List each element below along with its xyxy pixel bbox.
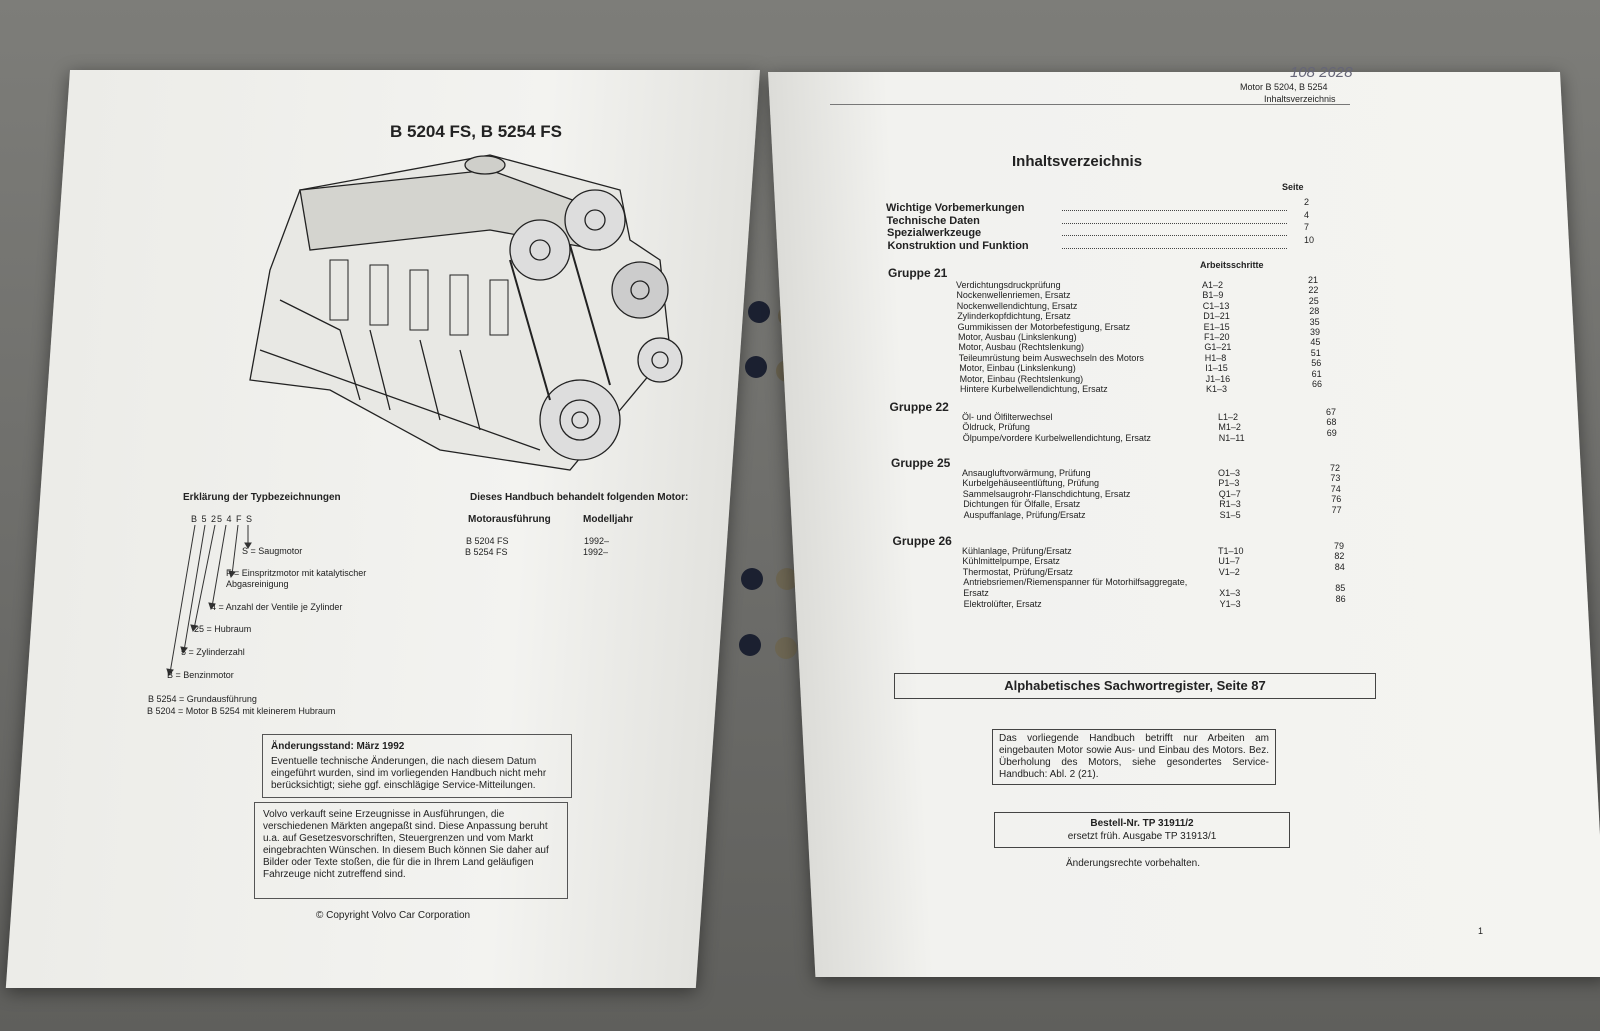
toc-item-step: C1–13 — [1202, 300, 1230, 311]
toc-item-label: Verdichtungsdruckprüfung — [956, 280, 1061, 290]
toc-entry-label: Spezialwerkzeuge — [887, 227, 982, 239]
toc-entry-page: 10 — [1304, 234, 1315, 245]
toc-item-label: Elektrolüfter, Ersatz — [963, 599, 1042, 610]
toc-item-step: H1–8 — [1204, 352, 1227, 363]
toc-leader — [1062, 235, 1287, 236]
toc-item-page: 69 — [1326, 427, 1337, 438]
toc-item-page: 45 — [1310, 337, 1321, 348]
group-heading: Gruppe 25 — [891, 456, 951, 470]
toc-item-step: S1–5 — [1219, 509, 1241, 520]
binder-hole — [775, 637, 797, 659]
motor-year: 1992– — [584, 536, 610, 546]
toc-leader — [1062, 210, 1287, 211]
toc-item-label: Nockenwellenriemen, Ersatz — [956, 290, 1071, 301]
toc-item-page: 22 — [1308, 285, 1319, 296]
toc-entry-page: 4 — [1304, 209, 1310, 220]
toc-item-step: Q1–7 — [1218, 488, 1241, 499]
toc-item-page: 67 — [1326, 407, 1337, 417]
toc-item-label: Zylinderkopfdichtung, Ersatz — [957, 311, 1071, 322]
toc-entry-label: Technische Daten — [886, 214, 980, 227]
toc-title: Inhaltsverzeichnis — [1012, 153, 1143, 170]
toc-item-step: E1–15 — [1203, 321, 1230, 332]
toc-item-page: 77 — [1331, 504, 1342, 515]
seite-label: Seite — [1282, 182, 1304, 192]
info-text: Das vorliegende Handbuch betrifft nur Arbeiten am eingebauten Motor sowie Aus- und Einbau des Motors. Bez. Überholung des Motors, siehe gesondertes Service-Handbuch: Abl. 2 (21). — [999, 733, 1269, 780]
binder-hole — [741, 568, 763, 590]
toc-item-page: 68 — [1326, 417, 1337, 428]
engine-illustration — [240, 150, 710, 480]
order-box — [994, 812, 1290, 848]
toc-item-label: Ansaugluftvorwärmung, Prüfung — [962, 468, 1091, 478]
header-line1: Motor B 5204, B 5254 — [1240, 82, 1328, 92]
toc-item-page: 51 — [1310, 347, 1321, 358]
toc-entry-page: 2 — [1304, 197, 1310, 207]
header-line2: Inhaltsverzeichnis — [1264, 94, 1336, 104]
toc-item-step: J1–16 — [1205, 373, 1231, 384]
toc-item-label: Antriebsriemen/Riemenspanner für Motorhilfsaggregate, Ersatz — [963, 577, 1188, 599]
page-number: 1 — [1478, 926, 1484, 936]
toc-item-label: Gummikissen der Motorbefestigung, Ersatz — [957, 321, 1131, 332]
toc-item-step: N1–11 — [1218, 432, 1245, 443]
toc-item-page: 85 — [1335, 583, 1346, 594]
toc-item-page: 74 — [1330, 483, 1341, 494]
toc-item-step: K1–3 — [1206, 384, 1228, 394]
type-heading: Erklärung der Typbezeichnungen — [183, 492, 341, 503]
toc-entry-label: Wichtige Vorbemerkungen — [886, 202, 1025, 214]
binder-hole — [745, 356, 767, 378]
toc-item-step: F1–20 — [1204, 332, 1230, 342]
toc-item-label: Hintere Kurbelwellendichtung, Ersatz — [960, 384, 1108, 394]
binder-hole — [739, 634, 761, 656]
toc-item-step: X1–3 — [1219, 588, 1241, 599]
toc-item-label: Motor, Ausbau (Rechtslenkung) — [958, 342, 1084, 353]
type-item: 25 = Hubraum — [194, 624, 252, 634]
toc-item-page: 35 — [1309, 316, 1320, 327]
toc-item-page: 25 — [1308, 295, 1319, 306]
toc-item-step: B1–9 — [1202, 290, 1224, 301]
toc-item-page: 73 — [1330, 473, 1341, 484]
toc-item-page: 76 — [1331, 494, 1342, 505]
motor-year: 1992– — [583, 547, 609, 557]
toc-item-page: 28 — [1309, 306, 1320, 317]
toc-item-label: Dichtungen für Ölfalle, Ersatz — [963, 499, 1081, 510]
volvo-box-text: Volvo verkauft seine Erzeugnisse in Ausführungen, die verschiedenen Märkten angepaßt sind. Diese Anpassung beruht u.a. auf Gesetzesvorschriften, Steuergrenzen und vom Markt eingebrachten Wünschen. In diesem Buch können Sie daher auf Bilder oder Texte stoßen, die für die in Ihrem Land geläufigen Fahrzeuge nicht zutreffend sind. — [263, 809, 549, 880]
toc-item-page: 79 — [1334, 541, 1345, 551]
binder-hole — [748, 301, 770, 323]
group-heading: Gruppe 22 — [889, 400, 949, 414]
register-text: Alphabetisches Sachwortregister, Seite 87 — [1004, 678, 1266, 693]
toc-item-step: O1–3 — [1218, 468, 1241, 478]
toc-item-label: Motor, Einbau (Linkslenkung) — [959, 363, 1076, 374]
toc-item-page: 61 — [1311, 368, 1322, 379]
toc-item-page: 21 — [1308, 275, 1319, 285]
toc-leader — [1062, 223, 1287, 224]
toc-item-label: Motor, Ausbau (Linkslenkung) — [958, 332, 1077, 342]
toc-item-step: R1–3 — [1219, 499, 1241, 510]
toc-item-page: 56 — [1311, 358, 1322, 369]
motor-name: B 5254 FS — [465, 547, 508, 557]
info-box — [992, 729, 1276, 785]
volvo-box — [254, 802, 568, 899]
toc-item-step: M1–2 — [1218, 422, 1241, 433]
type-item: 5 = Zylinderzahl — [181, 647, 245, 657]
header-rule — [830, 104, 1350, 105]
variant-line: B 5204 = Motor B 5254 mit kleinerem Hubraum — [147, 706, 336, 716]
toc-entry-page: 7 — [1304, 222, 1310, 232]
toc-item-page: 82 — [1334, 551, 1345, 562]
arbeitsschritte-label: Arbeitsschritte — [1200, 260, 1264, 270]
toc-item-step: U1–7 — [1218, 556, 1240, 567]
toc-item-label: Sammelsaugrohr-Flanschdichtung, Ersatz — [962, 488, 1131, 499]
col-motor: Motorausführung — [468, 514, 551, 525]
change-box-text: Eventuelle technische Änderungen, die nach diesem Datum eingeführt wurden, sind im vorliegenden Handbuch nicht mehr berücksichtigt; siehe ggf. einschlägige Service-Mitteilungen. — [271, 756, 547, 791]
handwritten-number: 108 2628 — [1290, 64, 1353, 81]
toc-item-step: P1–3 — [1218, 478, 1240, 489]
toc-item-label: Kühlmittelpumpe, Ersatz — [962, 556, 1060, 567]
toc-item-step: V1–2 — [1218, 566, 1240, 577]
toc-item-step: D1–21 — [1203, 311, 1230, 322]
toc-item-step: L1–2 — [1218, 412, 1239, 422]
toc-item-label: Öldruck, Prüfung — [962, 422, 1030, 433]
group-heading: Gruppe 26 — [892, 534, 952, 548]
toc-item-step: T1–10 — [1218, 546, 1244, 556]
toc-item-page: 84 — [1334, 561, 1345, 572]
copyright: © Copyright Volvo Car Corporation — [316, 910, 471, 921]
toc-item-page: 86 — [1335, 594, 1346, 605]
toc-item-page: 72 — [1330, 463, 1341, 473]
toc-item-label: Kurbelgehäuseentlüftung, Prüfung — [962, 478, 1099, 489]
motor-heading: Dieses Handbuch behandelt folgenden Motor: — [470, 492, 689, 503]
engine-title: B 5204 FS, B 5254 FS — [390, 122, 562, 141]
col-year: Modelljahr — [583, 514, 634, 525]
register-box — [894, 673, 1376, 699]
toc-item-step: A1–2 — [1202, 280, 1224, 290]
variant-line: B 5254 = Grundausführung — [148, 694, 257, 704]
type-item: S = Saugmotor — [242, 546, 303, 556]
type-item: 4 = Anzahl der Ventile je Zylinder — [211, 602, 343, 612]
order-number: Bestell-Nr. TP 31911/2 — [1090, 818, 1194, 829]
toc-item-step: I1–15 — [1205, 363, 1228, 374]
type-item: B = Benzinmotor — [167, 670, 234, 680]
toc-entry-label: Konstruktion und Funktion — [887, 239, 1029, 252]
toc-item-label: Motor, Einbau (Rechtslenkung) — [959, 373, 1084, 384]
toc-leader — [1062, 248, 1287, 249]
type-code: B 5 25 4 F S — [191, 514, 254, 524]
toc-item-label: Ölpumpe/vordere Kurbelwellendichtung, Ersatz — [962, 432, 1151, 443]
rights-note: Änderungsrechte vorbehalten. — [1066, 858, 1200, 869]
toc-item-page: 39 — [1310, 327, 1321, 337]
toc-item-label: Teileumrüstung beim Auswechseln des Motors — [958, 352, 1144, 363]
toc-item-step: G1–21 — [1204, 342, 1232, 353]
toc-item-label: Kühlanlage, Prüfung/Ersatz — [962, 546, 1072, 556]
toc-item-step: Y1–3 — [1219, 599, 1241, 610]
toc-item-label: Thermostat, Prüfung/Ersatz — [962, 566, 1073, 577]
toc-item-label: Auspuffanlage, Prüfung/Ersatz — [963, 509, 1086, 520]
change-box-title: Änderungsstand: März 1992 — [271, 741, 405, 752]
toc-item-label: Nockenwellendichtung, Ersatz — [956, 300, 1078, 311]
group-heading: Gruppe 21 — [888, 266, 948, 280]
change-box — [262, 734, 572, 798]
toc-item-page: 66 — [1312, 379, 1323, 389]
motor-name: B 5204 FS — [466, 536, 509, 546]
order-replaces: ersetzt früh. Ausgabe TP 31913/1 — [1067, 831, 1217, 842]
toc-item-label: Öl- und Ölfilterwechsel — [962, 412, 1053, 422]
type-item: F = Einspritzmotor mit katalytischer Abgasreinigung — [226, 568, 367, 589]
